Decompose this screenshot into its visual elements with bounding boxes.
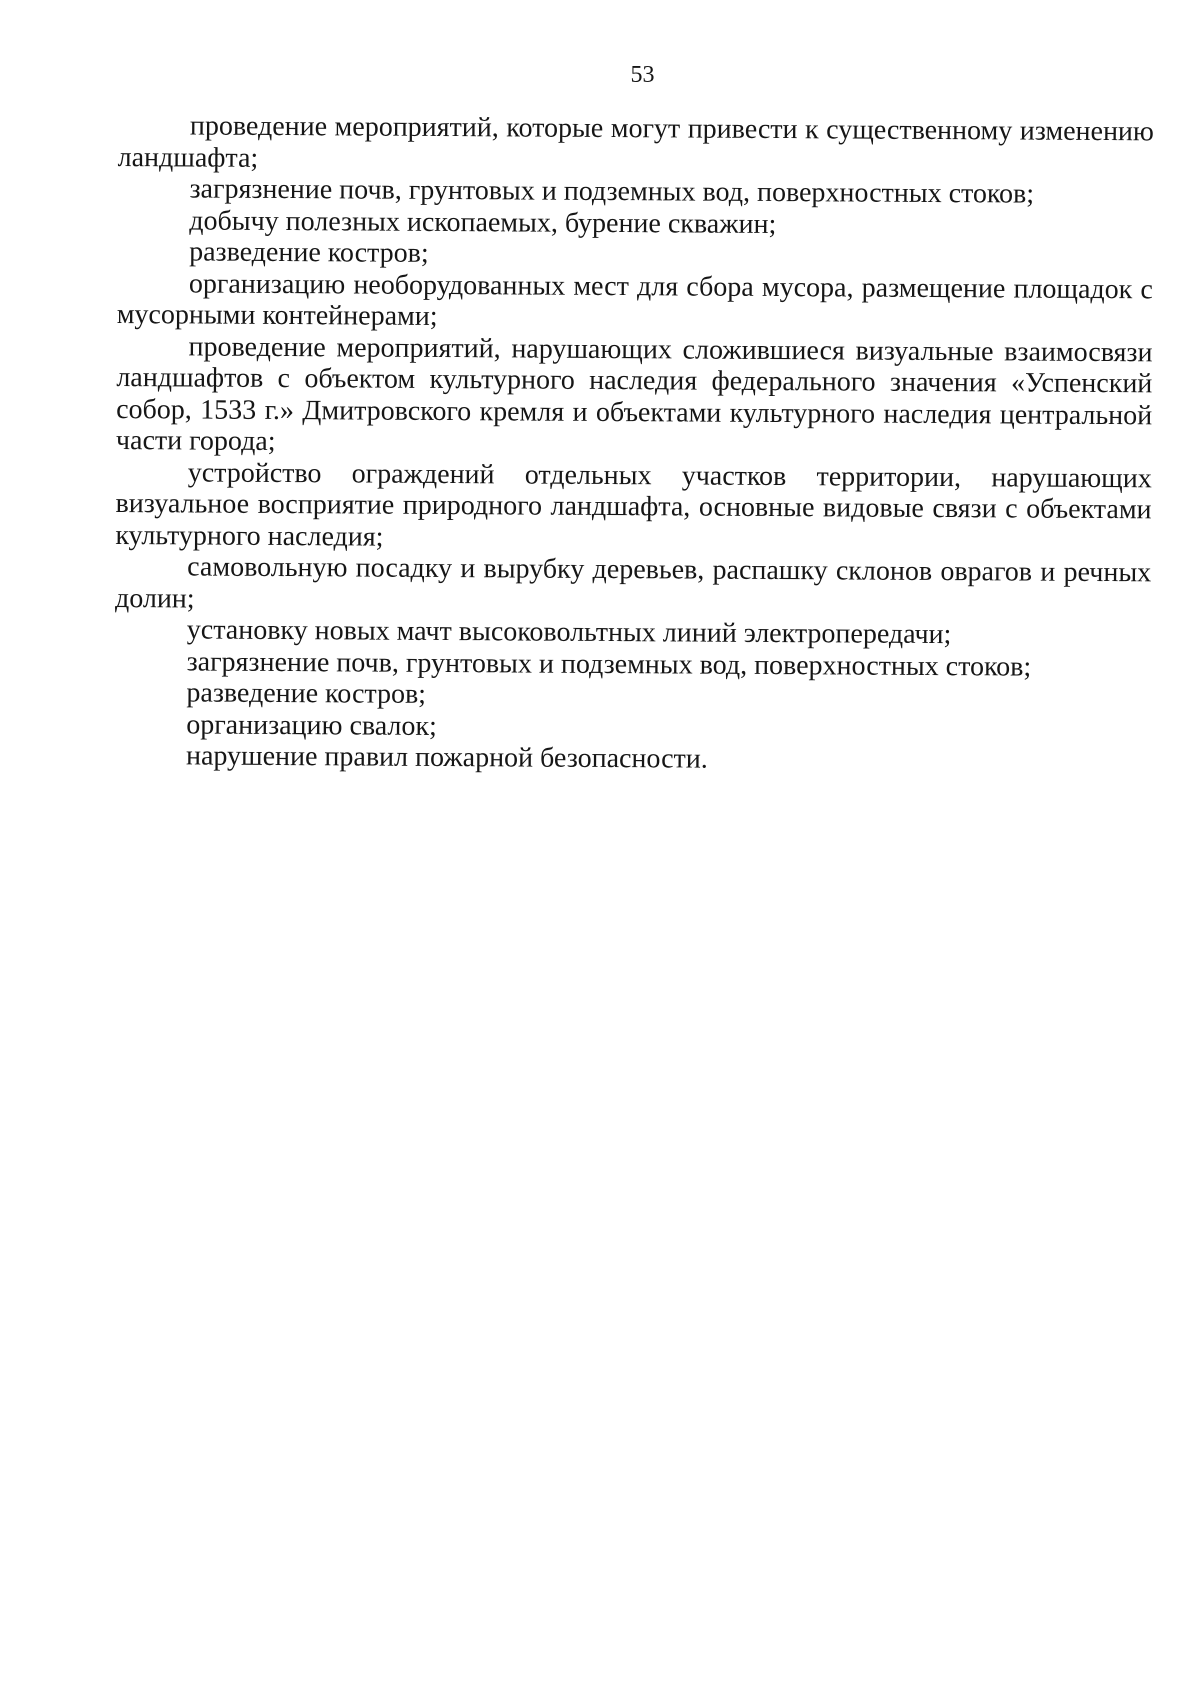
paragraph: организацию необорудованных мест для сбора мусора, размещение площадок с мусорными контейнерами; — [116, 267, 1154, 332]
paragraph: проведение мероприятий, которые могут привести к существенному изменению ландшафта; — [117, 110, 1154, 174]
paragraph: загрязнение почв, грунтовых и подземных вод, поверхностных стоков; — [186, 645, 1032, 683]
paragraph: устройство ограждений отдельных участков территории, нарушающих визуальное восприятие природного ландшафта, основные видовые связи с объектами культурного наследия; — [115, 456, 1152, 553]
paragraph: разведение костров; — [186, 677, 427, 710]
paragraph: нарушение правил пожарной безопасности. — [185, 740, 708, 775]
paragraph: разведение костров; — [189, 236, 429, 269]
paragraph: загрязнение почв, грунтовых и подземных вод, поверхностных стоков; — [189, 173, 1035, 210]
paragraph: самовольную посадку и вырубку деревьев, распашку склонов оврагов и речных долин; — [114, 551, 1152, 614]
document-body — [114, 110, 1154, 778]
paragraph: установку новых мачт высоковольтных линий электропередачи; — [186, 614, 952, 651]
paragraph: организацию свалок; — [186, 708, 437, 742]
paragraph: проведение мероприятий, нарушающих сложившиеся визуальные взаимосвязи ландшафтов с объектом культурного наследия федерального значения «Успенский собор, 1533 г.» Дмитровского кремля и объектами культурного наследия центральной части города; — [115, 330, 1153, 457]
page-number: 53 — [630, 62, 655, 88]
paragraph: добычу полезных ископаемых, бурение скважин; — [189, 204, 777, 240]
